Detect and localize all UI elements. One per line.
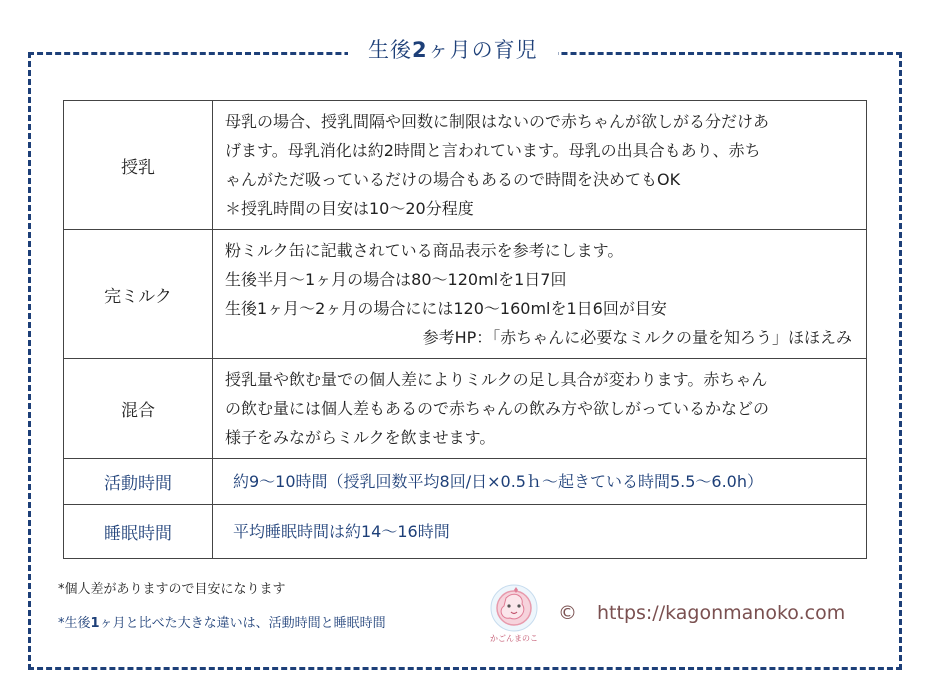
content-line: 約9～10時間（授乳回数平均8回/日×0.5ｈ～起きている時間5.5～6.0h） <box>233 472 763 491</box>
table-row-activity <box>64 459 867 505</box>
reference-line: 参考HP：「赤ちゃんに必要なミルクの量を知ろう」ほほえみ <box>422 328 852 347</box>
content-line: 生後半月～1ヶ月の場合は80～120mlを1日7回 <box>225 270 567 289</box>
note-difference <box>58 612 386 631</box>
site-url-link[interactable]: https://kagonmanoko.com <box>597 602 846 624</box>
copyright-symbol: © <box>558 602 577 624</box>
row-content-activity <box>213 459 867 505</box>
page-title <box>348 34 558 64</box>
note2-suffix: ヶ月と比べた大きな違いは、活動時間と睡眠時間 <box>99 616 386 631</box>
content-line: ＊授乳時間の目安は10～20分程度 <box>225 199 474 218</box>
content-line: 母乳の場合、授乳間隔や回数に制限はないので赤ちゃんが欲しがる分だけあ <box>225 112 770 131</box>
kagonmanoko-logo-icon <box>484 582 544 644</box>
row-label-activity: 活動時間 <box>64 459 213 505</box>
content-line: 生後1ヶ月～2ヶ月の場合にには120～160mlを1日6回が目安 <box>225 299 667 318</box>
table-row-mixed <box>64 359 867 459</box>
row-label-feeding: 授乳 <box>64 101 213 230</box>
content-line: 様子をみながらミルクを飲ませます。 <box>225 428 496 447</box>
table-row-sleep <box>64 505 867 559</box>
content-line: 粉ミルク缶に記載されている商品表示を参考にします。 <box>225 241 624 260</box>
table-row-feeding <box>64 101 867 230</box>
row-content-sleep <box>213 505 867 559</box>
row-label-mixed: 混合 <box>64 359 213 459</box>
row-label-formula: 完ミルク <box>64 230 213 359</box>
title-number: 2 <box>412 38 428 62</box>
row-content-feeding <box>213 101 867 230</box>
note-individual-difference: *個人差がありますので目安になります <box>58 582 286 597</box>
table-row-formula <box>64 230 867 359</box>
content-line: 授乳量や飲む量での個人差によりミルクの足し具合が変わります。赤ちゃん <box>225 370 768 389</box>
copyright-line <box>558 602 845 624</box>
logo-text: かごんまのこ <box>490 634 538 643</box>
note2-number: 1 <box>90 616 100 631</box>
row-content-mixed <box>213 359 867 459</box>
title-prefix: 生後 <box>368 38 412 62</box>
note2-prefix: *生後 <box>58 616 91 631</box>
row-label-sleep: 睡眠時間 <box>64 505 213 559</box>
content-line: ゃんがただ吸っているだけの場合もあるので時間を決めてもOK <box>225 170 681 189</box>
title-suffix: ヶ月の育児 <box>427 38 538 62</box>
care-table <box>63 100 867 559</box>
content-line: の飲む量には個人差もあるので赤ちゃんの飲み方や欲しがっているかなどの <box>225 399 770 418</box>
content-line: げます。母乳消化は約2時間と言われています。母乳の出具合もあり、赤ち <box>225 141 761 160</box>
content-line: 平均睡眠時間は約14～16時間 <box>233 522 450 541</box>
row-content-formula <box>213 230 867 359</box>
